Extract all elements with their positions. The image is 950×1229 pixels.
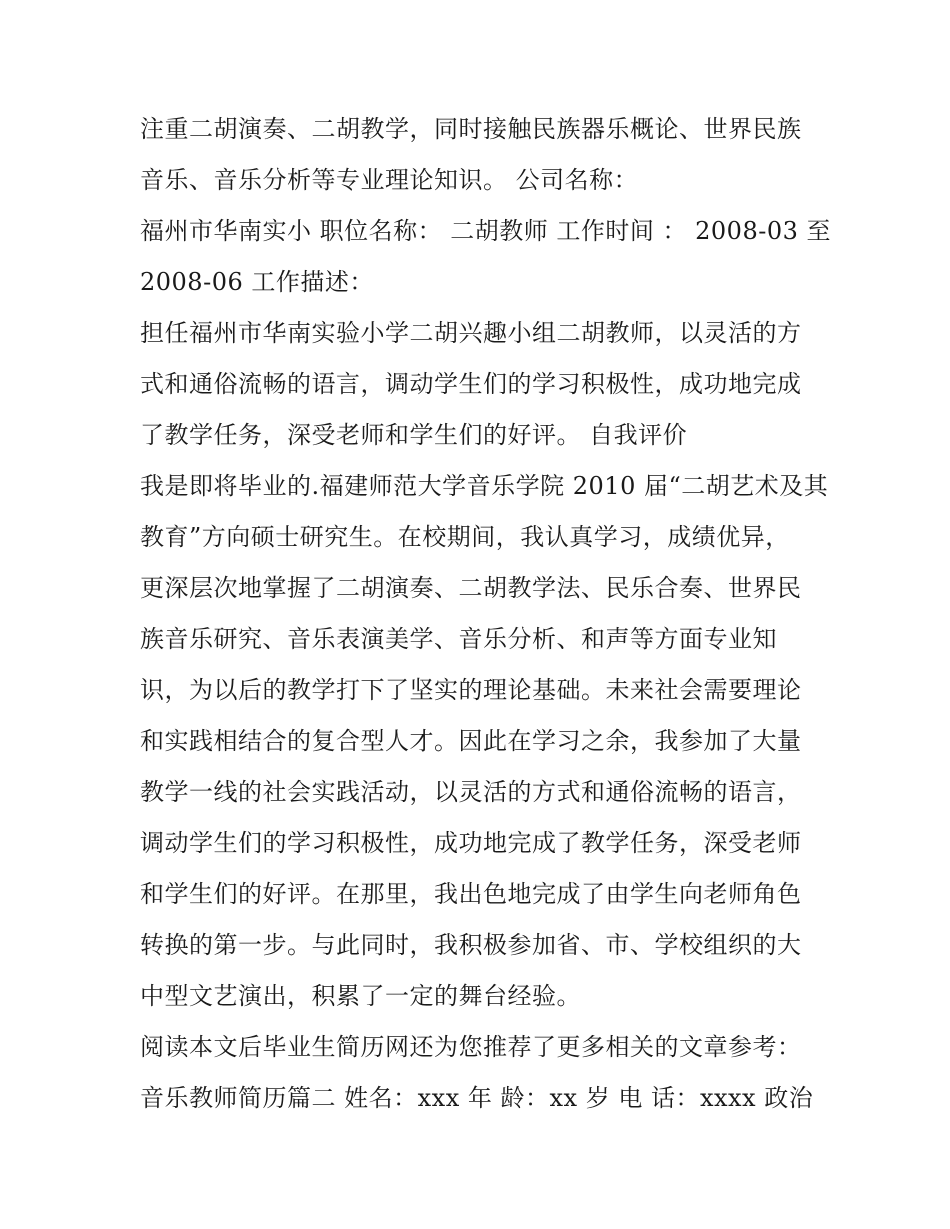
text-line: 中型文艺演出，积累了一定的舞台经验。 xyxy=(140,982,581,1010)
text-line: 转换的第一步。与此同时，我积极参加省、市、学校组织的大 xyxy=(140,931,802,959)
text-line: 识，为以后的教学打下了坚实的理论基础。未来社会需要理论 xyxy=(140,676,802,704)
text-line: 2008-06 工作描述： xyxy=(140,268,374,296)
text-line: 担任福州市华南实验小学二胡兴趣小组二胡教师，以灵活的方 xyxy=(140,319,802,347)
text-line: 和实践相结合的复合型人才。因此在学习之余，我参加了大量 xyxy=(140,727,802,755)
text-line: 和学生们的好评。在那里，我出色地完成了由学生向老师角色 xyxy=(140,880,802,908)
text-line: 注重二胡演奏、二胡教学，同时接触民族器乐概论、世界民族 xyxy=(140,115,802,143)
text-line: 教学一线的社会实践活动，以灵活的方式和通俗流畅的语言， xyxy=(140,778,802,806)
text-line: 了教学任务，深受老师和学生们的好评。 自我评价 xyxy=(140,421,688,449)
text-line: 更深层次地掌握了二胡演奏、二胡教学法、民乐合奏、世界民 xyxy=(140,574,802,602)
text-line: 调动学生们的学习积极性，成功地完成了教学任务，深受老师 xyxy=(140,829,802,857)
text-line: 福州市华南实小 职位名称： 二胡教师 工作时间 ： 2008-03 至 xyxy=(140,217,831,245)
text-line: 阅读本文后毕业生简历网还为您推荐了更多相关的文章参考： xyxy=(140,1033,802,1061)
text-line: 式和通俗流畅的语言，调动学生们的学习积极性，成功地完成 xyxy=(140,370,802,398)
text-line: 教育”方向硕士研究生。在校期间，我认真学习，成绩优异， xyxy=(140,523,790,551)
text-line: 音乐教师简历篇二 姓名：xxx 年 龄：xx 岁 电 话：xxxx 政治 xyxy=(140,1084,814,1112)
text-line: 族音乐研究、音乐表演美学、音乐分析、和声等方面专业知 xyxy=(140,625,777,653)
text-line: 我是即将毕业的.福建师范大学音乐学院 2010 届“二胡艺术及其 xyxy=(140,472,829,500)
text-line: 音乐、音乐分析等专业理论知识。 公司名称： xyxy=(140,166,639,194)
document-body xyxy=(140,104,831,1124)
